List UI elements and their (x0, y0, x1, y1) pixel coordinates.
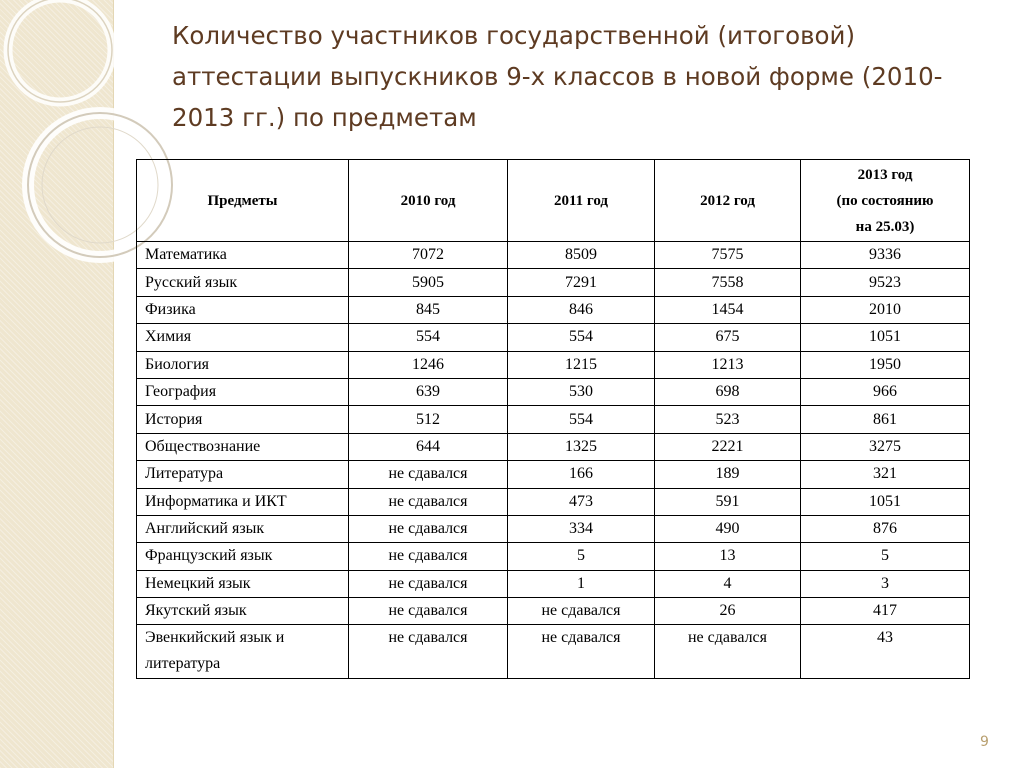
value-cell: 321 (801, 461, 970, 488)
table-row (137, 296, 970, 323)
table-row (137, 433, 970, 460)
subject-cell: История (137, 406, 349, 433)
participants-table (136, 159, 970, 679)
subject-cell: Биология (137, 351, 349, 378)
value-cell: 8509 (508, 242, 655, 269)
subject-cell: Французский язык (137, 543, 349, 570)
value-cell: 1246 (349, 351, 508, 378)
value-cell: 189 (655, 461, 801, 488)
table-row (137, 406, 970, 433)
table-row (137, 598, 970, 625)
value-cell: не сдавался (655, 625, 801, 679)
header-cell: Предметы (137, 160, 349, 242)
value-cell: 512 (349, 406, 508, 433)
value-cell: 591 (655, 488, 801, 515)
slide-number: 9 (980, 734, 989, 750)
value-cell: не сдавался (349, 488, 508, 515)
value-cell: 26 (655, 598, 801, 625)
subject-cell: Английский язык (137, 515, 349, 542)
value-cell: 3 (801, 570, 970, 597)
value-cell: 2010 (801, 296, 970, 323)
header-cell: 2012 год (655, 160, 801, 242)
subject-cell: Литература (137, 461, 349, 488)
value-cell: 2221 (655, 433, 801, 460)
value-cell: 675 (655, 324, 801, 351)
table-row (137, 242, 970, 269)
value-cell: 334 (508, 515, 655, 542)
value-cell: 523 (655, 406, 801, 433)
value-cell: не сдавался (349, 598, 508, 625)
value-cell: 554 (508, 406, 655, 433)
header-cell: 2011 год (508, 160, 655, 242)
table-row (137, 543, 970, 570)
value-cell: 1215 (508, 351, 655, 378)
slide-title: Количество участников государственной (итоговой) аттестации выпускников 9-х классов в новой форме (2010-2013 гг.) по предметам (172, 21, 943, 132)
value-cell: 1325 (508, 433, 655, 460)
value-cell: 530 (508, 378, 655, 405)
value-cell: 7072 (349, 242, 508, 269)
table-row (137, 488, 970, 515)
subject-cell: Русский язык (137, 269, 349, 296)
subject-cell: География (137, 378, 349, 405)
subject-cell: Эвенкийский язык и литература (137, 625, 349, 679)
value-cell: 1454 (655, 296, 801, 323)
value-cell: 1 (508, 570, 655, 597)
value-cell: 4 (655, 570, 801, 597)
value-cell: 5905 (349, 269, 508, 296)
value-cell: не сдавался (349, 515, 508, 542)
value-cell: 966 (801, 378, 970, 405)
table-row (137, 351, 970, 378)
value-cell: 7558 (655, 269, 801, 296)
value-cell: 876 (801, 515, 970, 542)
value-cell: 644 (349, 433, 508, 460)
subject-cell: Информатика и ИКТ (137, 488, 349, 515)
subject-cell: Физика (137, 296, 349, 323)
value-cell: 1213 (655, 351, 801, 378)
value-cell: 13 (655, 543, 801, 570)
value-cell: 846 (508, 296, 655, 323)
table-row (137, 625, 970, 679)
decorative-side-strip (0, 0, 114, 768)
subject-cell: Математика (137, 242, 349, 269)
value-cell: 490 (655, 515, 801, 542)
value-cell: 1051 (801, 488, 970, 515)
value-cell: 9336 (801, 242, 970, 269)
subject-cell: Химия (137, 324, 349, 351)
value-cell: 1950 (801, 351, 970, 378)
value-cell: 845 (349, 296, 508, 323)
header-cell: 2010 год (349, 160, 508, 242)
value-cell: не сдавался (349, 625, 508, 679)
value-cell: не сдавался (349, 543, 508, 570)
table-row (137, 378, 970, 405)
subject-cell: Обществознание (137, 433, 349, 460)
value-cell: 473 (508, 488, 655, 515)
value-cell: 861 (801, 406, 970, 433)
value-cell: 554 (508, 324, 655, 351)
value-cell: 3275 (801, 433, 970, 460)
table-header-row (137, 160, 970, 242)
value-cell: 698 (655, 378, 801, 405)
value-cell: не сдавался (508, 598, 655, 625)
table-row (137, 324, 970, 351)
subject-cell: Немецкий язык (137, 570, 349, 597)
value-cell: 5 (801, 543, 970, 570)
table-row (137, 461, 970, 488)
value-cell: 7291 (508, 269, 655, 296)
value-cell: 9523 (801, 269, 970, 296)
value-cell: 417 (801, 598, 970, 625)
value-cell: не сдавался (349, 461, 508, 488)
value-cell: 166 (508, 461, 655, 488)
table-row (137, 515, 970, 542)
value-cell: 5 (508, 543, 655, 570)
header-cell: 2013 год (по состоянию на 25.03) (801, 160, 970, 242)
table-row (137, 570, 970, 597)
value-cell: не сдавался (349, 570, 508, 597)
value-cell: 639 (349, 378, 508, 405)
subject-cell: Якутский язык (137, 598, 349, 625)
value-cell: 554 (349, 324, 508, 351)
value-cell: 1051 (801, 324, 970, 351)
value-cell: 43 (801, 625, 970, 679)
table-row (137, 269, 970, 296)
value-cell: 7575 (655, 242, 801, 269)
value-cell: не сдавался (508, 625, 655, 679)
